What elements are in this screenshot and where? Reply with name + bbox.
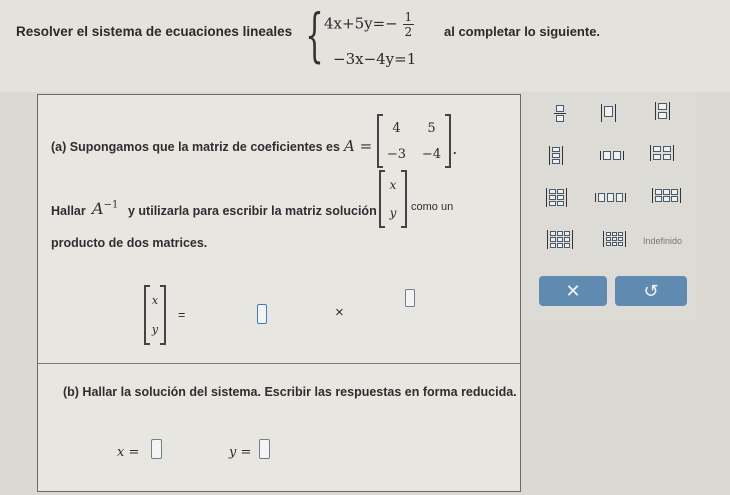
vector-entry-y: y <box>151 323 159 336</box>
part-b-line: (b) Hallar la solución del sistema. Escribir las respuestas en forma reducida. <box>63 385 517 399</box>
matrix-2x3-icon[interactable] <box>653 184 679 206</box>
matrix-1x1-icon[interactable] <box>595 102 621 124</box>
a-inverse-base: A <box>92 199 104 218</box>
matrix-1x2-icon[interactable] <box>599 144 625 166</box>
matrix-cell: −4 <box>421 146 442 162</box>
a-inverse-exponent: −1 <box>103 199 119 211</box>
matrix-a-label: A = <box>344 137 373 155</box>
x-label: x = <box>117 445 140 460</box>
problem-header <box>0 0 730 92</box>
vector-entry-x: x <box>389 178 397 192</box>
undo-button[interactable] <box>615 276 687 306</box>
matrix-answer-box-1[interactable] <box>257 304 267 324</box>
close-icon: ✕ <box>565 280 581 302</box>
hallar-label: Hallar <box>51 204 86 218</box>
prompt-tail: al completar lo siguiente. <box>444 24 601 39</box>
undefined-button[interactable]: Indefinido <box>643 236 683 246</box>
matrix-cell: −3 <box>386 146 407 162</box>
a-inverse <box>92 199 118 218</box>
matrix-3x3-icon[interactable] <box>547 228 573 250</box>
coefficient-matrix <box>377 115 451 167</box>
equation-1-fraction <box>403 10 415 39</box>
matrix-2x1-icon[interactable] <box>649 100 675 122</box>
fraction-denominator: 2 <box>404 25 413 39</box>
vector-entry-x: x <box>151 294 159 307</box>
como-un-label: como un <box>411 201 454 213</box>
prompt-lead: Resolver el sistema de ecuaciones lineales <box>16 24 293 39</box>
equation-1-left: 4x+5y=− <box>324 14 398 33</box>
matrix-3x1-icon[interactable] <box>543 144 569 166</box>
period: . <box>453 143 457 157</box>
y-answer-box[interactable] <box>259 439 270 459</box>
clear-button[interactable] <box>539 276 607 306</box>
matrix-2x2-icon[interactable] <box>649 142 675 164</box>
undo-icon: ↺ <box>643 280 659 302</box>
matrix-answer-box-2[interactable] <box>405 289 415 307</box>
part-a-line3: producto de dos matrices. <box>51 236 208 250</box>
matrix-3x2-icon[interactable] <box>543 186 569 208</box>
matrix-nxn-icon[interactable] <box>601 228 627 250</box>
fraction-template-icon[interactable] <box>547 102 573 124</box>
fraction-numerator: 1 <box>404 10 413 24</box>
answer-panel <box>37 94 521 492</box>
equation-1 <box>324 10 414 39</box>
times-sign: × <box>335 304 344 321</box>
lhs-vector <box>144 286 166 344</box>
y-label: y = <box>229 445 252 460</box>
part-a-line1: (a) Supongamos que la matriz de coeficientes es <box>51 140 340 154</box>
system-brace: { <box>305 1 324 69</box>
matrix-cell: 4 <box>392 120 401 136</box>
x-answer-box[interactable] <box>151 439 162 459</box>
part-a-line2: y utilizarla para escribir la matriz solución <box>128 204 377 218</box>
vector-entry-y: y <box>389 206 397 220</box>
equals-sign: = <box>178 308 186 322</box>
matrix-cell: 5 <box>427 120 436 136</box>
matrix-1x3-icon[interactable] <box>597 186 623 208</box>
solution-vector <box>379 171 407 227</box>
math-palette <box>521 94 696 320</box>
equation-2: −3x−4y=1 <box>333 50 417 68</box>
section-divider <box>38 363 520 364</box>
